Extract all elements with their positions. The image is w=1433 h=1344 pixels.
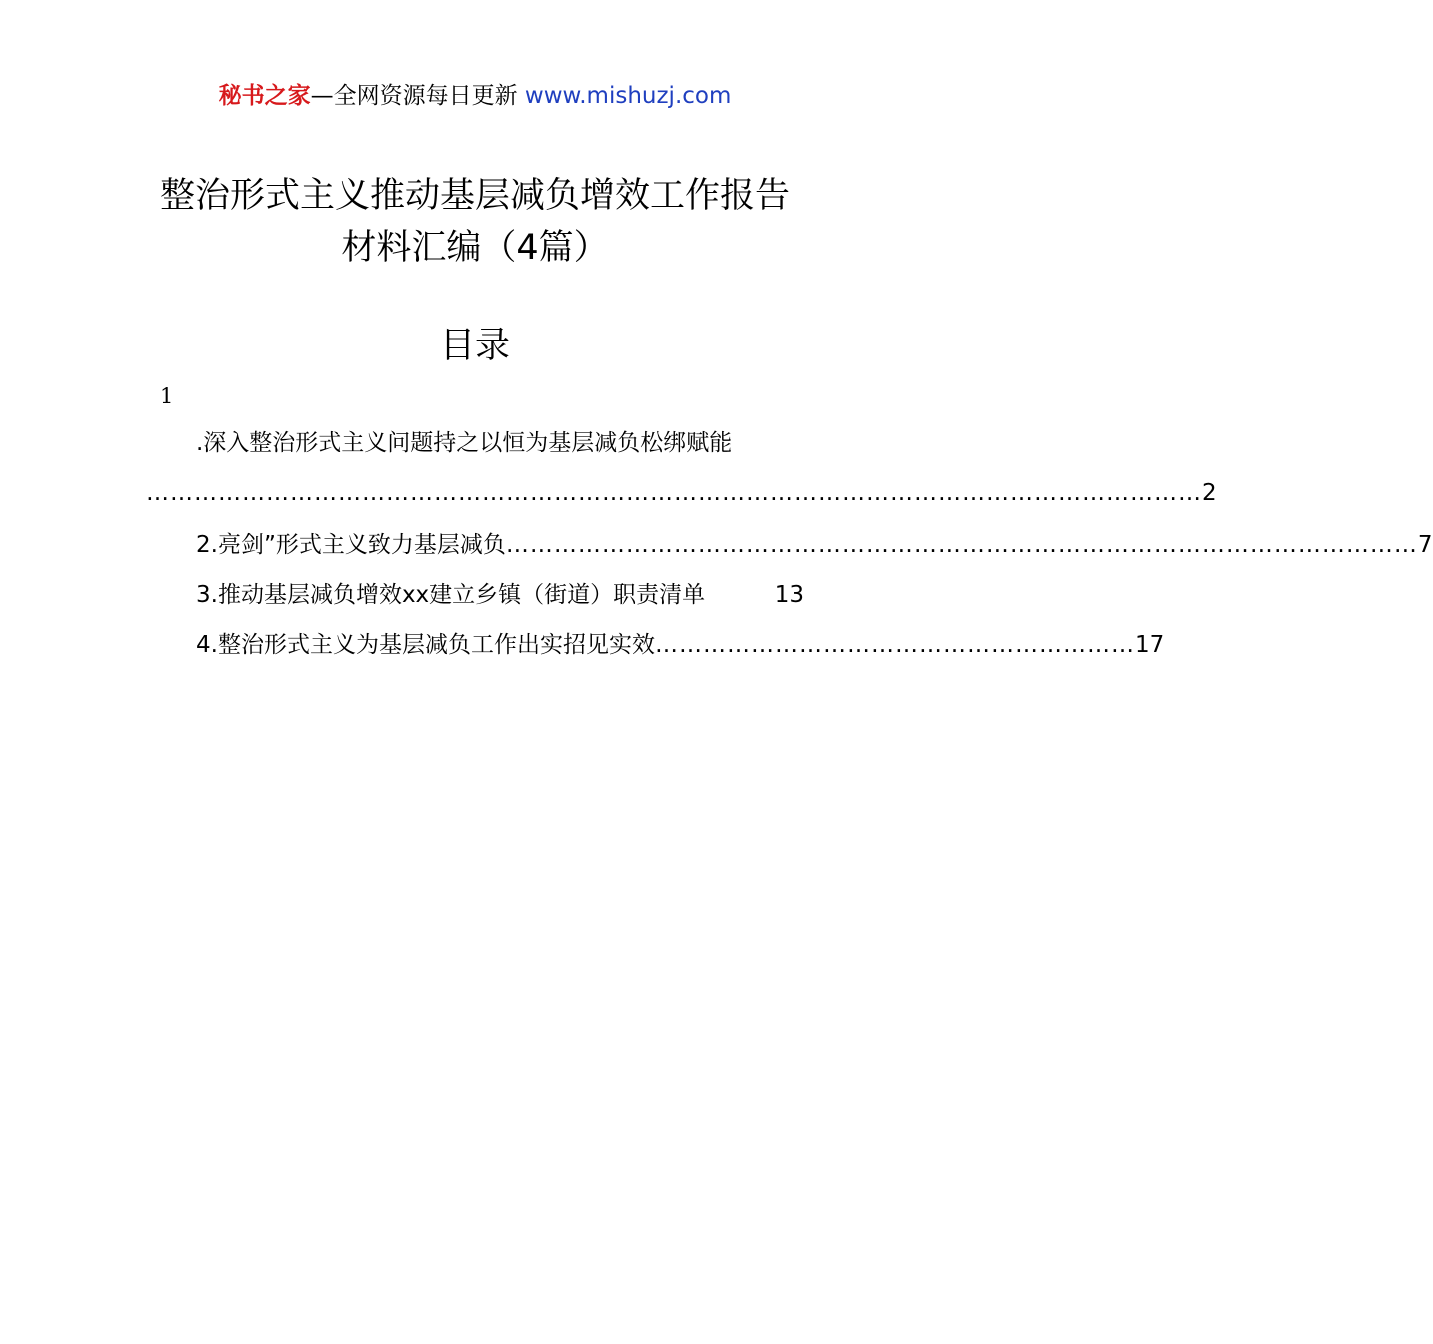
document-title <box>0 170 950 274</box>
site-header <box>0 80 950 112</box>
toc-entry-2-text: 2.亮剑”形式主义致力基层减负 <box>196 532 506 558</box>
toc-entry-1-page: 2 <box>1202 480 1217 506</box>
dot-leader: …………………………………………………………………………………………………………………… <box>146 480 1202 506</box>
toc-heading: 目录 <box>439 326 510 366</box>
site-url-link[interactable]: www.mishuzj.com <box>524 83 732 109</box>
toc-entry-4[interactable] <box>196 628 1165 662</box>
toc-entry-1[interactable] <box>196 426 804 460</box>
toc-entry-1-leader <box>146 476 1217 510</box>
toc-entry-3[interactable] <box>196 578 804 612</box>
title-line-2: 材料汇编（4篇） <box>341 228 609 268</box>
dot-leader: …………………………………………………………………………………………………… <box>505 532 1418 558</box>
dot-leader: …………………………………………………… <box>654 632 1135 658</box>
toc-entry-3-page: 13 <box>774 582 804 608</box>
header-tagline: —全网资源每日更新 <box>310 83 525 109</box>
brand-name: 秘书之家 <box>218 83 311 109</box>
toc-entry-4-page: 17 <box>1134 632 1165 658</box>
toc-entry-2[interactable] <box>196 528 1433 562</box>
title-line-1: 整治形式主义推动基层减负增效工作报告 <box>159 176 790 216</box>
toc-entry-1-text: .深入整治形式主义问题持之以恒为基层减负松绑赋能 <box>196 430 733 456</box>
toc-entry-3-text: 3.推动基层减负增效xx建立乡镇（街道）职责清单 <box>196 582 706 608</box>
toc-entry-4-text: 4.整治形式主义为基层减负工作出实招见实效 <box>196 632 655 658</box>
toc-entry-2-page: 7 <box>1417 532 1433 558</box>
toc-entry-1-number: 1 <box>160 384 174 408</box>
